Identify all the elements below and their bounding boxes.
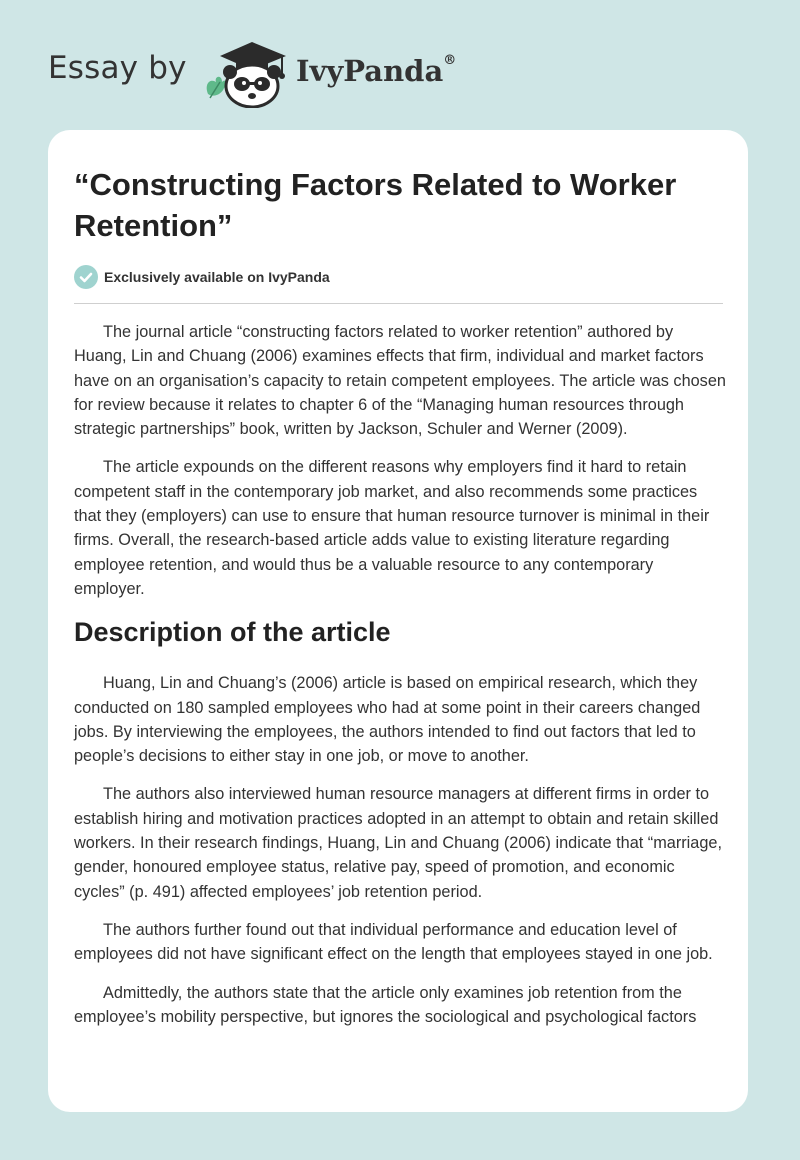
check-circle-icon — [74, 265, 98, 289]
section-heading: Description of the article — [74, 617, 391, 648]
paragraph: The authors also interviewed human resource managers at different firms in order to establish hiring and motivation practices adopted in an attempt to obtain and retain skilled workers. In their research findings, Huang, Lin and Chuang (2006) indicate that “marriage, gender, honoured employee status, relative pay, speed of promotion, and economic cycles” (p. 491) affected employees’ job retention period. — [74, 785, 722, 901]
registered-mark: ® — [443, 53, 457, 69]
paragraph: Huang, Lin and Chuang’s (2006) article is based on empirical research, which they conducted on 180 sampled employees who had at some point in their careers changed jobs. By interviewing the employees, the authors intended to find out factors that led to people’s decisions to either stay in one job, or move to another. — [74, 674, 701, 766]
brand-text: IvyPanda — [296, 54, 444, 88]
essay-body — [74, 320, 726, 1043]
divider — [74, 303, 723, 304]
paragraph: The authors further found out that individual performance and education level of employees did not have significant effect on the length that employees stayed in one job. — [74, 920, 713, 964]
badge-label: Exclusively available on IvyPanda — [104, 269, 330, 285]
panda-graduate-logo-icon[interactable] — [200, 38, 292, 108]
essay-card — [48, 130, 748, 1112]
site-header — [0, 0, 800, 130]
exclusive-badge — [74, 264, 330, 290]
essay-title: “Constructing Factors Related to Worker Retention” — [74, 167, 677, 243]
paragraph: The journal article “constructing factors related to worker retention” authored by Huang, Lin and Chuang (2006) examines effects that firm, individual and market factors have on an organisation’s capacity to retain competent employees. The article was chosen for review because it relates to chapter 6 of the “Managing human resources through strategic partnerships” book, written by Jackson, Schuler and Werner (2009). — [74, 323, 726, 439]
paragraph: The article expounds on the different reasons why employers find it hard to retain competent staff in the contemporary job market, and also recommends some practices that they (employers) can use to ensure that human resource turnover is minimal in their firms. Overall, the research-based article adds value to existing literature regarding employee retention, and would thus be a valuable resource to any contemporary employer. — [74, 458, 710, 598]
essay-by-label: Essay by — [48, 50, 187, 86]
brand-name[interactable] — [296, 54, 456, 88]
paragraph: Admittedly, the authors state that the article only examines job retention from the employee’s mobility perspective, but ignores the sociological and psychological factors — [74, 983, 697, 1026]
